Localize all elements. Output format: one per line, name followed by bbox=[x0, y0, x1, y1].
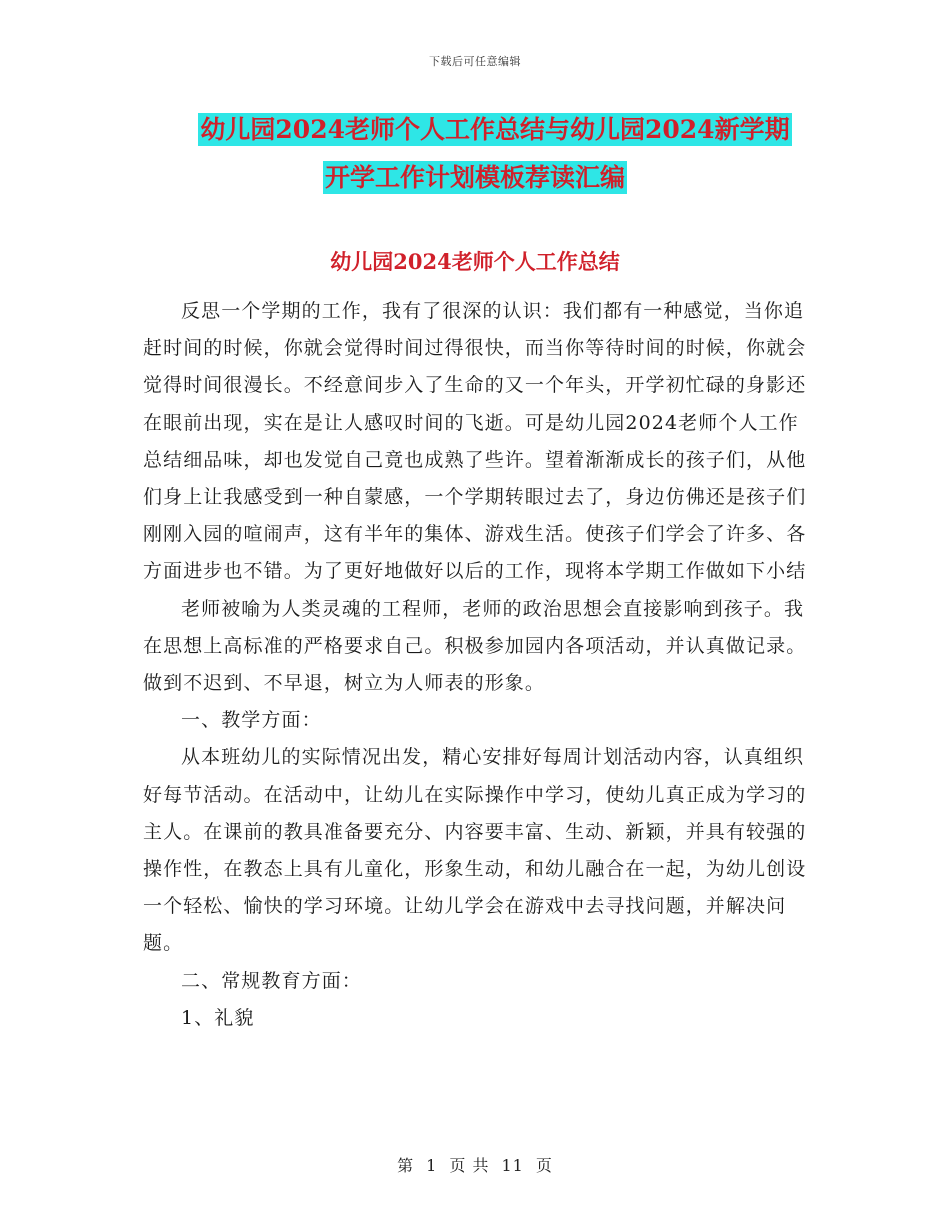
document-title bbox=[0, 106, 950, 202]
header-note: 下载后可任意编辑 bbox=[429, 55, 521, 68]
body-text bbox=[143, 293, 815, 1037]
section-title: 幼儿园2024老师个人工作总结 bbox=[330, 249, 620, 274]
subheading: 一、教学方面： bbox=[181, 709, 322, 732]
subheading: 二、常规教育方面： bbox=[181, 969, 362, 992]
document-title-line-2: 开学工作计划模板荐读汇编 bbox=[324, 163, 625, 192]
footer-suffix: 页 bbox=[535, 1156, 553, 1175]
paragraph: 从本班幼儿的实际情况出发，精心安排好每周计划活动内容，认真组织好每节活动。在活动中，让幼儿在实际操作中学习，使幼儿真正成为学习的主人。在课前的教具准备要充分、内容要丰富、生动、新颖，并具有较强的操作性，在教态上具有儿童化，形象生动，和幼儿融合在一起，为幼儿创设一个轻松、愉快的学习环境。让幼儿学会在游戏中去寻找问题，并解决问题。 bbox=[143, 746, 807, 955]
footer-prefix: 第 bbox=[397, 1156, 415, 1175]
paragraph: 反思一个学期的工作，我有了很深的认识：我们都有一种感觉，当你追赶时间的时候，你就会觉得时间过得很快，而当你等待时间的时候，你就会觉得时间很漫长。不经意间步入了生命的又一个年头，开学初忙碌的身影还在眼前出现，实在是让人感叹时间的飞逝。可是幼儿园2024老师个人工作总结细品味，却也发觉自己竟也成熟了些许。望着渐渐成长的孩子们，从他们身上让我感受到一种自蒙感，一个学期转眼过去了，身边仿佛还是孩子们刚刚入园的喧闹声，这有半年的集体、游戏生活。使孩子们学会了许多、各方面进步也不错。为了更好地做好以后的工作，现将本学期工作做如下小结 bbox=[143, 300, 807, 583]
total-pages: 11 bbox=[501, 1156, 524, 1175]
current-page-number: 1 bbox=[426, 1156, 438, 1175]
footer-mid: 页 共 bbox=[449, 1156, 490, 1175]
paragraph: 老师被喻为人类灵魂的工程师，老师的政治思想会直接影响到孩子。我在思想上高标准的严格要求自己。积极参加园内各项活动，并认真做记录。做到不迟到、不早退，树立为人师表的形象。 bbox=[143, 597, 807, 695]
document-title-line-1: 幼儿园2024老师个人工作总结与幼儿园2024新学期 bbox=[200, 115, 790, 144]
subheading: 1、礼貌 bbox=[181, 1006, 255, 1029]
page-footer bbox=[0, 1153, 950, 1176]
